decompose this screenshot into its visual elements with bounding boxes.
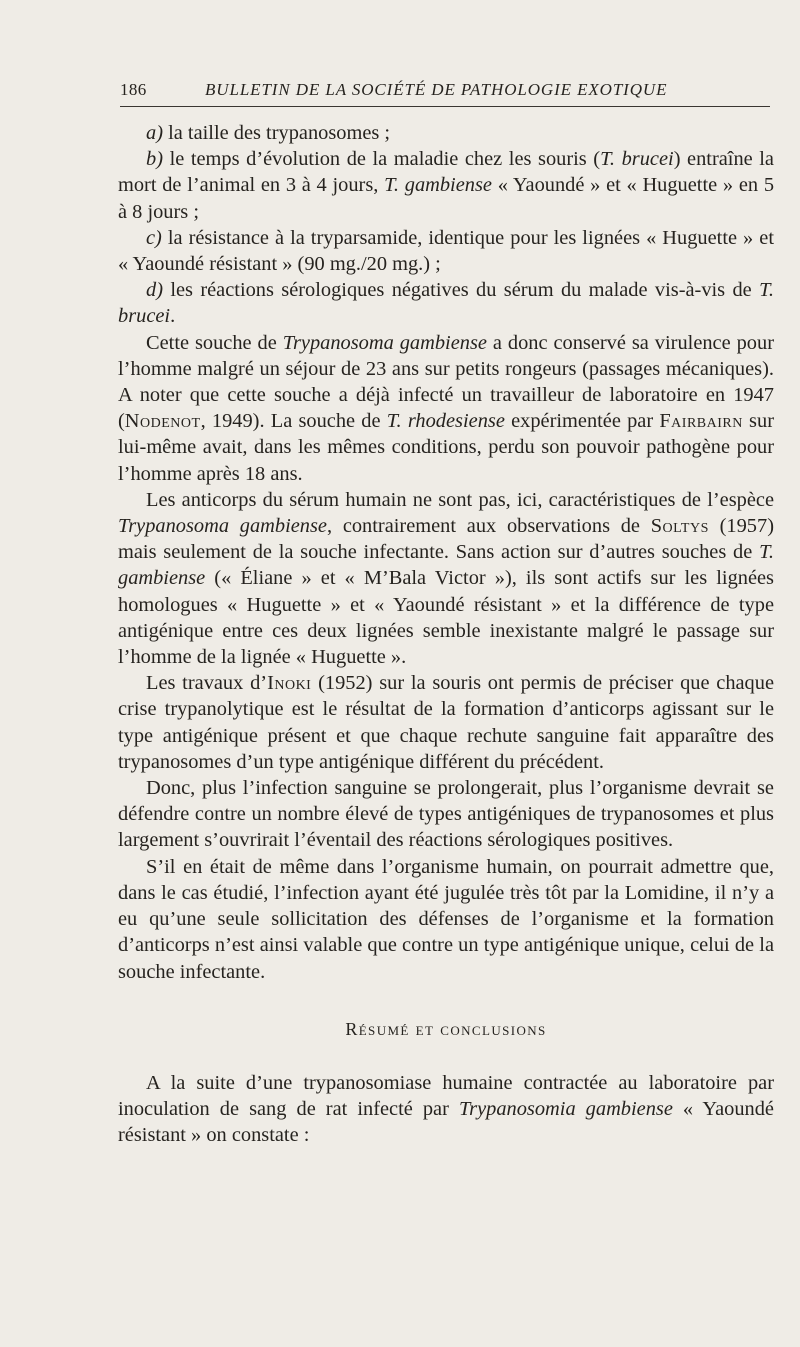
- list-item-d: [118, 277, 774, 329]
- text-run: a donc conservé sa virulence pour l’homme malgré un séjour de 23 ans sur petits rongeurs (passages mécaniques). A noter que cette souche a déjà infecté un travailleur de laboratoire en 1947 (: [118, 331, 774, 433]
- list-letter: c): [146, 226, 162, 249]
- list-text: le temps d’évolution de la maladie chez les souris (: [163, 148, 601, 171]
- paragraph-virulence: [118, 330, 774, 487]
- text-run: « Yaoundé résistant » on constate :: [118, 1097, 774, 1147]
- species-name: T. brucei: [118, 279, 774, 328]
- text-run: sur lui-même avait, dans les mêmes conditions, perdu son pouvoir pathogène pour l’homme après 18 ans.: [118, 410, 774, 485]
- list-item-c: [118, 225, 774, 277]
- list-text: « Yaoundé » et « Huguette » en 5 à 8 jours ;: [118, 174, 775, 223]
- paragraph-lomidine: S’il en était de même dans l’organisme humain, on pourrait admettre que, dans le cas étudié, l’infection ayant été jugulée très tôt par la Lomidine, il n’y a eu qu’une seule sollicitation des défenses de l’organisme et la formation d’anticorps n’est ainsi valable que contre un type antigénique unique, celui de la souche infectante.: [118, 855, 774, 983]
- species-name: T. gambiense: [384, 174, 492, 197]
- text-run: (« Éliane » et « M’Bala Victor »), ils sont actifs sur les lignées homologues « Huguette » et « Yaoundé résistant » et la différence de type antigénique entre ces deux lignées semble inexistante malgré le passage sur l’homme de la lignée « Huguette ».: [118, 567, 774, 669]
- paragraph-conclusions-intro: [118, 1070, 774, 1149]
- list-text: ) entraîne la mort de l’animal en 3 à 4 jours,: [118, 148, 774, 197]
- list-item-b: [118, 146, 774, 225]
- author-citation: Fairbairn: [659, 410, 743, 433]
- body-text: [118, 120, 774, 1148]
- paragraph-antibodies: [118, 487, 774, 670]
- list-text: la résistance à la tryparsamide, identique pour les lignées « Huguette » et « Yaoundé résistant » (90 mg./20 mg.) ;: [118, 226, 774, 276]
- paragraph-prolonged-infection: Donc, plus l’infection sanguine se prolongerait, plus l’organisme devrait se défendre contre un nombre élevé de types antigéniques de trypanosomes et plus largement s’ouvrirait l’éventail des réactions sérologiques positives.: [118, 777, 774, 852]
- text-run: expérimentée par: [504, 410, 660, 433]
- section-heading: Résumé et conclusions: [345, 1018, 547, 1039]
- text-run: , 1949). La souche de: [200, 410, 387, 433]
- text-run: (1952) sur la souris ont permis de préciser que chaque crise trypanolytique est le résultat de la formation d’anticorps agissant sur le type antigénique présent et que chaque rechute sanguine fait apparaître des trypanosomes d’un type antigénique différent du précédent.: [118, 672, 774, 773]
- text-run: Les travaux d’: [146, 672, 268, 695]
- list-text: .: [170, 305, 176, 328]
- text-run: A la suite d’une trypanosomiase humaine contractée au laboratoire par inoculation de sang de rat infecté par: [118, 1071, 774, 1120]
- text-run: Cette souche de: [146, 331, 283, 354]
- list-letter: b): [146, 148, 163, 171]
- species-name: T. gambiense: [118, 541, 774, 590]
- species-name: Trypanosomia gambiense: [458, 1097, 673, 1120]
- author-citation: Inoki: [267, 672, 312, 695]
- journal-title: BULLETIN DE LA SOCIÉTÉ DE PATHOLOGIE EXOTIQUE: [205, 80, 668, 99]
- text-run: , contrairement aux observations de: [326, 515, 651, 538]
- species-name: Trypanosoma gambiense: [118, 515, 327, 538]
- list-letter: a): [146, 122, 163, 144]
- author-citation: Nodenot: [124, 410, 201, 433]
- paragraph-inoki: [118, 670, 774, 775]
- page-number: 186: [120, 80, 147, 99]
- list-text: la taille des trypanosomes ;: [163, 122, 391, 144]
- author-citation: Soltys: [650, 515, 709, 538]
- text-run: Les anticorps du sérum humain ne sont pas, ici, caractéristiques de l’espèce: [146, 488, 774, 511]
- text-run: (1957) mais seulement de la souche infectante. Sans action sur d’autres souches de: [118, 515, 774, 564]
- running-header: [120, 76, 770, 107]
- species-name: T. rhodesiense: [386, 410, 505, 433]
- list-item-a: [118, 120, 774, 146]
- list-letter: d): [146, 279, 163, 302]
- species-name: T. brucei: [600, 148, 674, 171]
- species-name: Trypanosoma gambiense: [282, 331, 487, 354]
- list-text: les réactions sérologiques négatives du sérum du malade vis-à-vis de: [163, 279, 760, 302]
